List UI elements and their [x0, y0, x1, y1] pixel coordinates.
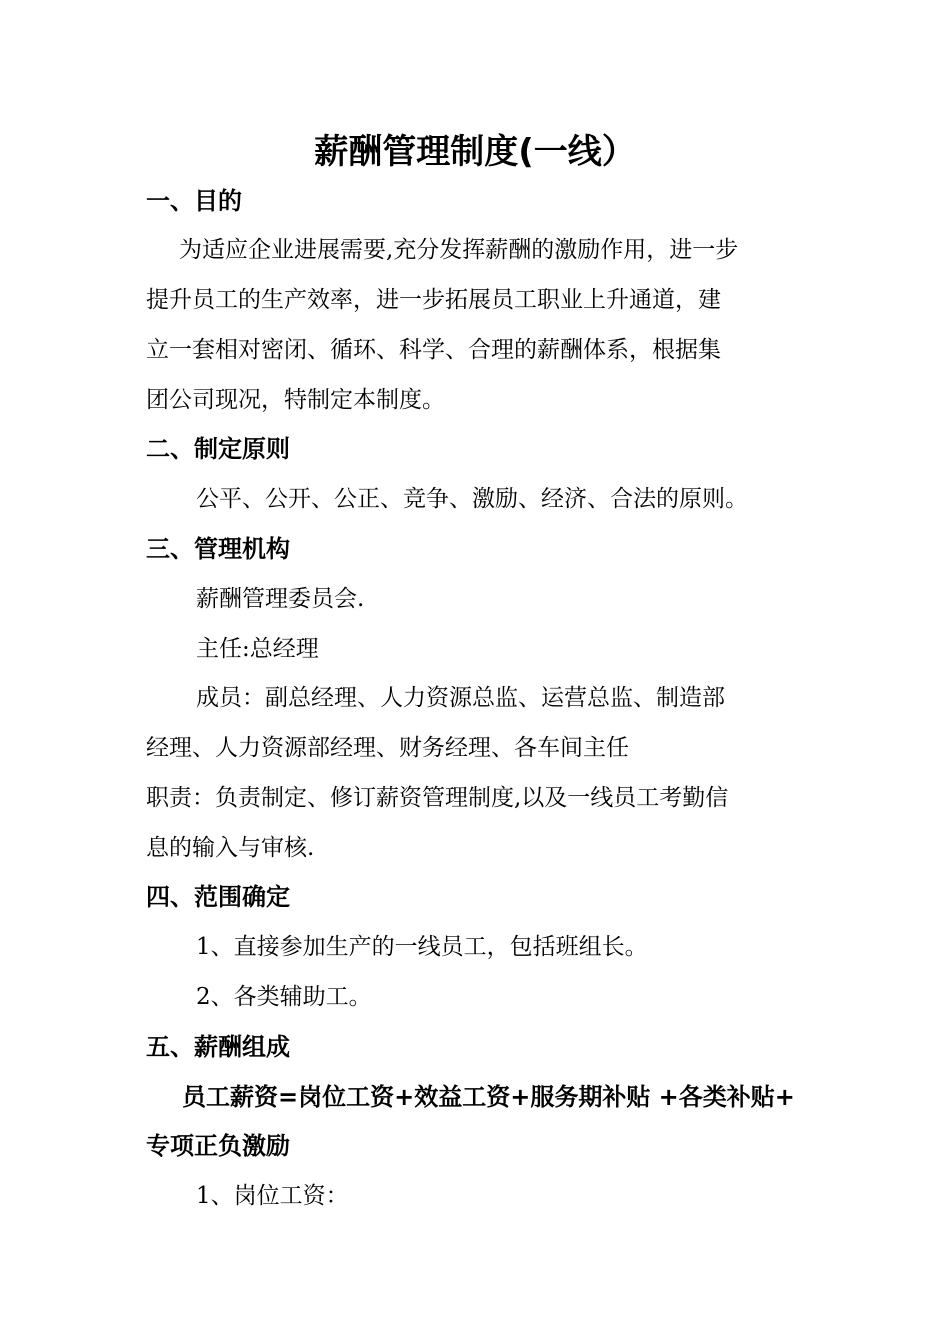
paragraph-line: 息的输入与审核. [146, 835, 315, 861]
list-item: 1、岗位工资： [196, 1183, 349, 1209]
paragraph-line: 薪酬管理委员会. [196, 586, 365, 612]
paragraph-line: 主任:总经理 [196, 636, 319, 662]
section-heading-composition: 五、薪酬组成 [146, 1033, 290, 1061]
paragraph-line: 提升员工的生产效率，进一步拓展员工职业上升通道，建 [146, 287, 721, 313]
paragraph-line: 为适应企业进展需要,充分发挥薪酬的激励作用，进一步 [179, 237, 739, 263]
section-heading-scope: 四、范围确定 [146, 883, 290, 911]
paragraph-line: 经理、人力资源部经理、财务经理、各车间主任 [146, 735, 629, 761]
paragraph-line: 成员：副总经理、人力资源总监、运营总监、制造部 [196, 685, 725, 711]
document-title: 薪酬管理制度(一线） [314, 132, 636, 172]
paragraph-line: 公平、公开、公正、竞争、激励、经济、合法的原则。 [196, 486, 748, 512]
salary-formula-line: 员工薪资=岗位工资+效益工资+服务期补贴 +各类补贴+ [182, 1083, 795, 1111]
section-heading-principles: 二、制定原则 [146, 435, 290, 463]
section-heading-purpose: 一、目的 [146, 187, 242, 215]
list-item: 1、直接参加生产的一线员工，包括班组长。 [196, 934, 648, 960]
paragraph-line: 职责：负责制定、修订薪资管理制度,以及一线员工考勤信 [146, 785, 729, 811]
list-item: 2、各类辅助工。 [196, 984, 372, 1010]
salary-formula-line: 专项正负激励 [146, 1132, 290, 1160]
section-heading-management: 三、管理机构 [146, 535, 290, 563]
paragraph-line: 团公司现况，特制定本制度。 [146, 387, 445, 413]
paragraph-line: 立一套相对密闭、循环、科学、合理的薪酬体系，根据集 [146, 337, 721, 363]
